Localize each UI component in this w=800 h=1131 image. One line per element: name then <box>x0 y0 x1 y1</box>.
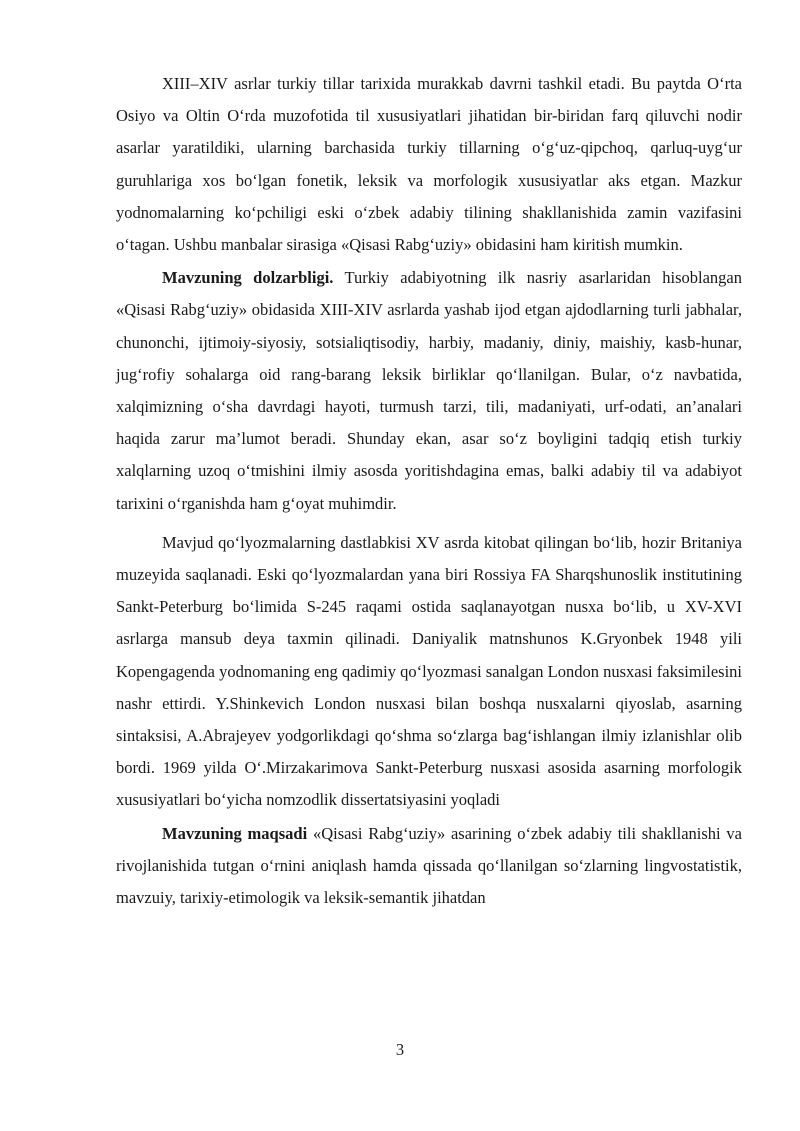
paragraph-manuscripts <box>116 527 742 817</box>
paragraph-text: Turkiy adabiyotning ilk nasriy asarlaridan hisoblangan «Qisasi Rabg‘uziy» obidasida XIII-XIV asrlarda yashab ijod etgan ajdodlarning turli jabhalar, chunonchi, ijtimoiy-siyosiy, sotsialiqtisodiy, harbiy, madaniy, diniy, maishiy, kasb-hunar, jug‘rofiy sohalarga oid rang-barang leksik birliklar qo‘llanilgan. Bular, o‘z navbatida, xalqimizning o‘sha davrdagi hayoti, turmush tarzi, tili, madaniyati, urf-odati, an’analari haqida zarur ma’lumot beradi. Shunday ekan, asar so‘z boyligini tadqiq etish turkiy xalqlarning uzoq o‘tmishini ilmiy asosda yoritishdagina emas, balki adabiy til va adabiyot tarixini o‘rganishda ham g‘oyat muhimdir. <box>116 268 742 513</box>
paragraph-heading: Mavzuning maqsadi <box>162 823 308 843</box>
paragraph-text: Mavjud qo‘lyozmalarning dastlabkisi XV asrda kitobat qilingan bo‘lib, hozir Britaniya muzeyida saqlanadi. Eski qo‘lyozmalardan yana biri Rossiya FA Sharqshunoslik institutining Sankt-Peterburg bo‘limida S-245 raqami ostida saqlanayotgan nusxa bo‘lib, u XV-XVI asrlarga mansub deya taxmin qilinadi. Daniyalik matnshunos K.Gryonbek 1948 yili Kopengagenda yodnomaning eng qadimiy qo‘lyozmasi sanalgan London nusxasi faksimilesini nashr ettirdi. Y.Shinkevich London nusxasi bilan boshqa nusxalarni qiyoslab, asarning sintaksisi, A.Abrajeyev yodgorlikdagi qo‘shma so‘zlarga bag‘ishlangan ilmiy izlanishlar olib bordi. 1969 yilda O‘.Mirzakarimova Sankt-Peterburg nusxasi asosida asarning morfologik xususiyatlari bo‘yicha nomzodlik dissertatsiyasini yoqladi <box>116 532 742 810</box>
page-number: 3 <box>395 1040 405 1059</box>
paragraph-heading: Mavzuning dolzarbligi. <box>162 268 334 288</box>
paragraph-text: XIII–XIV asrlar turkiy tillar tarixida murakkab davrni tashkil etadi. Bu paytda O‘rta Osiyo va Oltin O‘rda muzofotida til xususiyatlari jihatidan bir-biridan farq qiluvchi nodir asarlar yaratildiki, ularning barchasida turkiy tillarning o‘g‘uz-qipchoq, qarluq-uyg‘ur guruhlariga xos bo‘lgan fonetik, leksik va morfologik xususiyatlar aks etgan. Mazkur yodnomalarning ko‘pchiligi eski o‘zbek adabiy tilining shakllanishida zamin vazifasini o‘tagan. Ushbu manbalar sirasiga «Qisasi Rabg‘uziy» obidasini ham kiritish mumkin. <box>116 74 742 255</box>
paragraph-relevance <box>116 262 742 520</box>
paragraph-text: «Qisasi Rabg‘uziy» asarining o‘zbek adabiy tili shakllanishi va rivojlanishida tutgan o‘rnini aniqlash hamda qissada qo‘llanilgan so‘zlarning lingvostatistik, mavzuiy, tarixiy-etimologik va leksik-semantik jihatdan <box>116 823 742 908</box>
paragraph-goal <box>116 818 742 915</box>
paragraph-intro <box>116 68 742 261</box>
document-body <box>116 68 742 914</box>
